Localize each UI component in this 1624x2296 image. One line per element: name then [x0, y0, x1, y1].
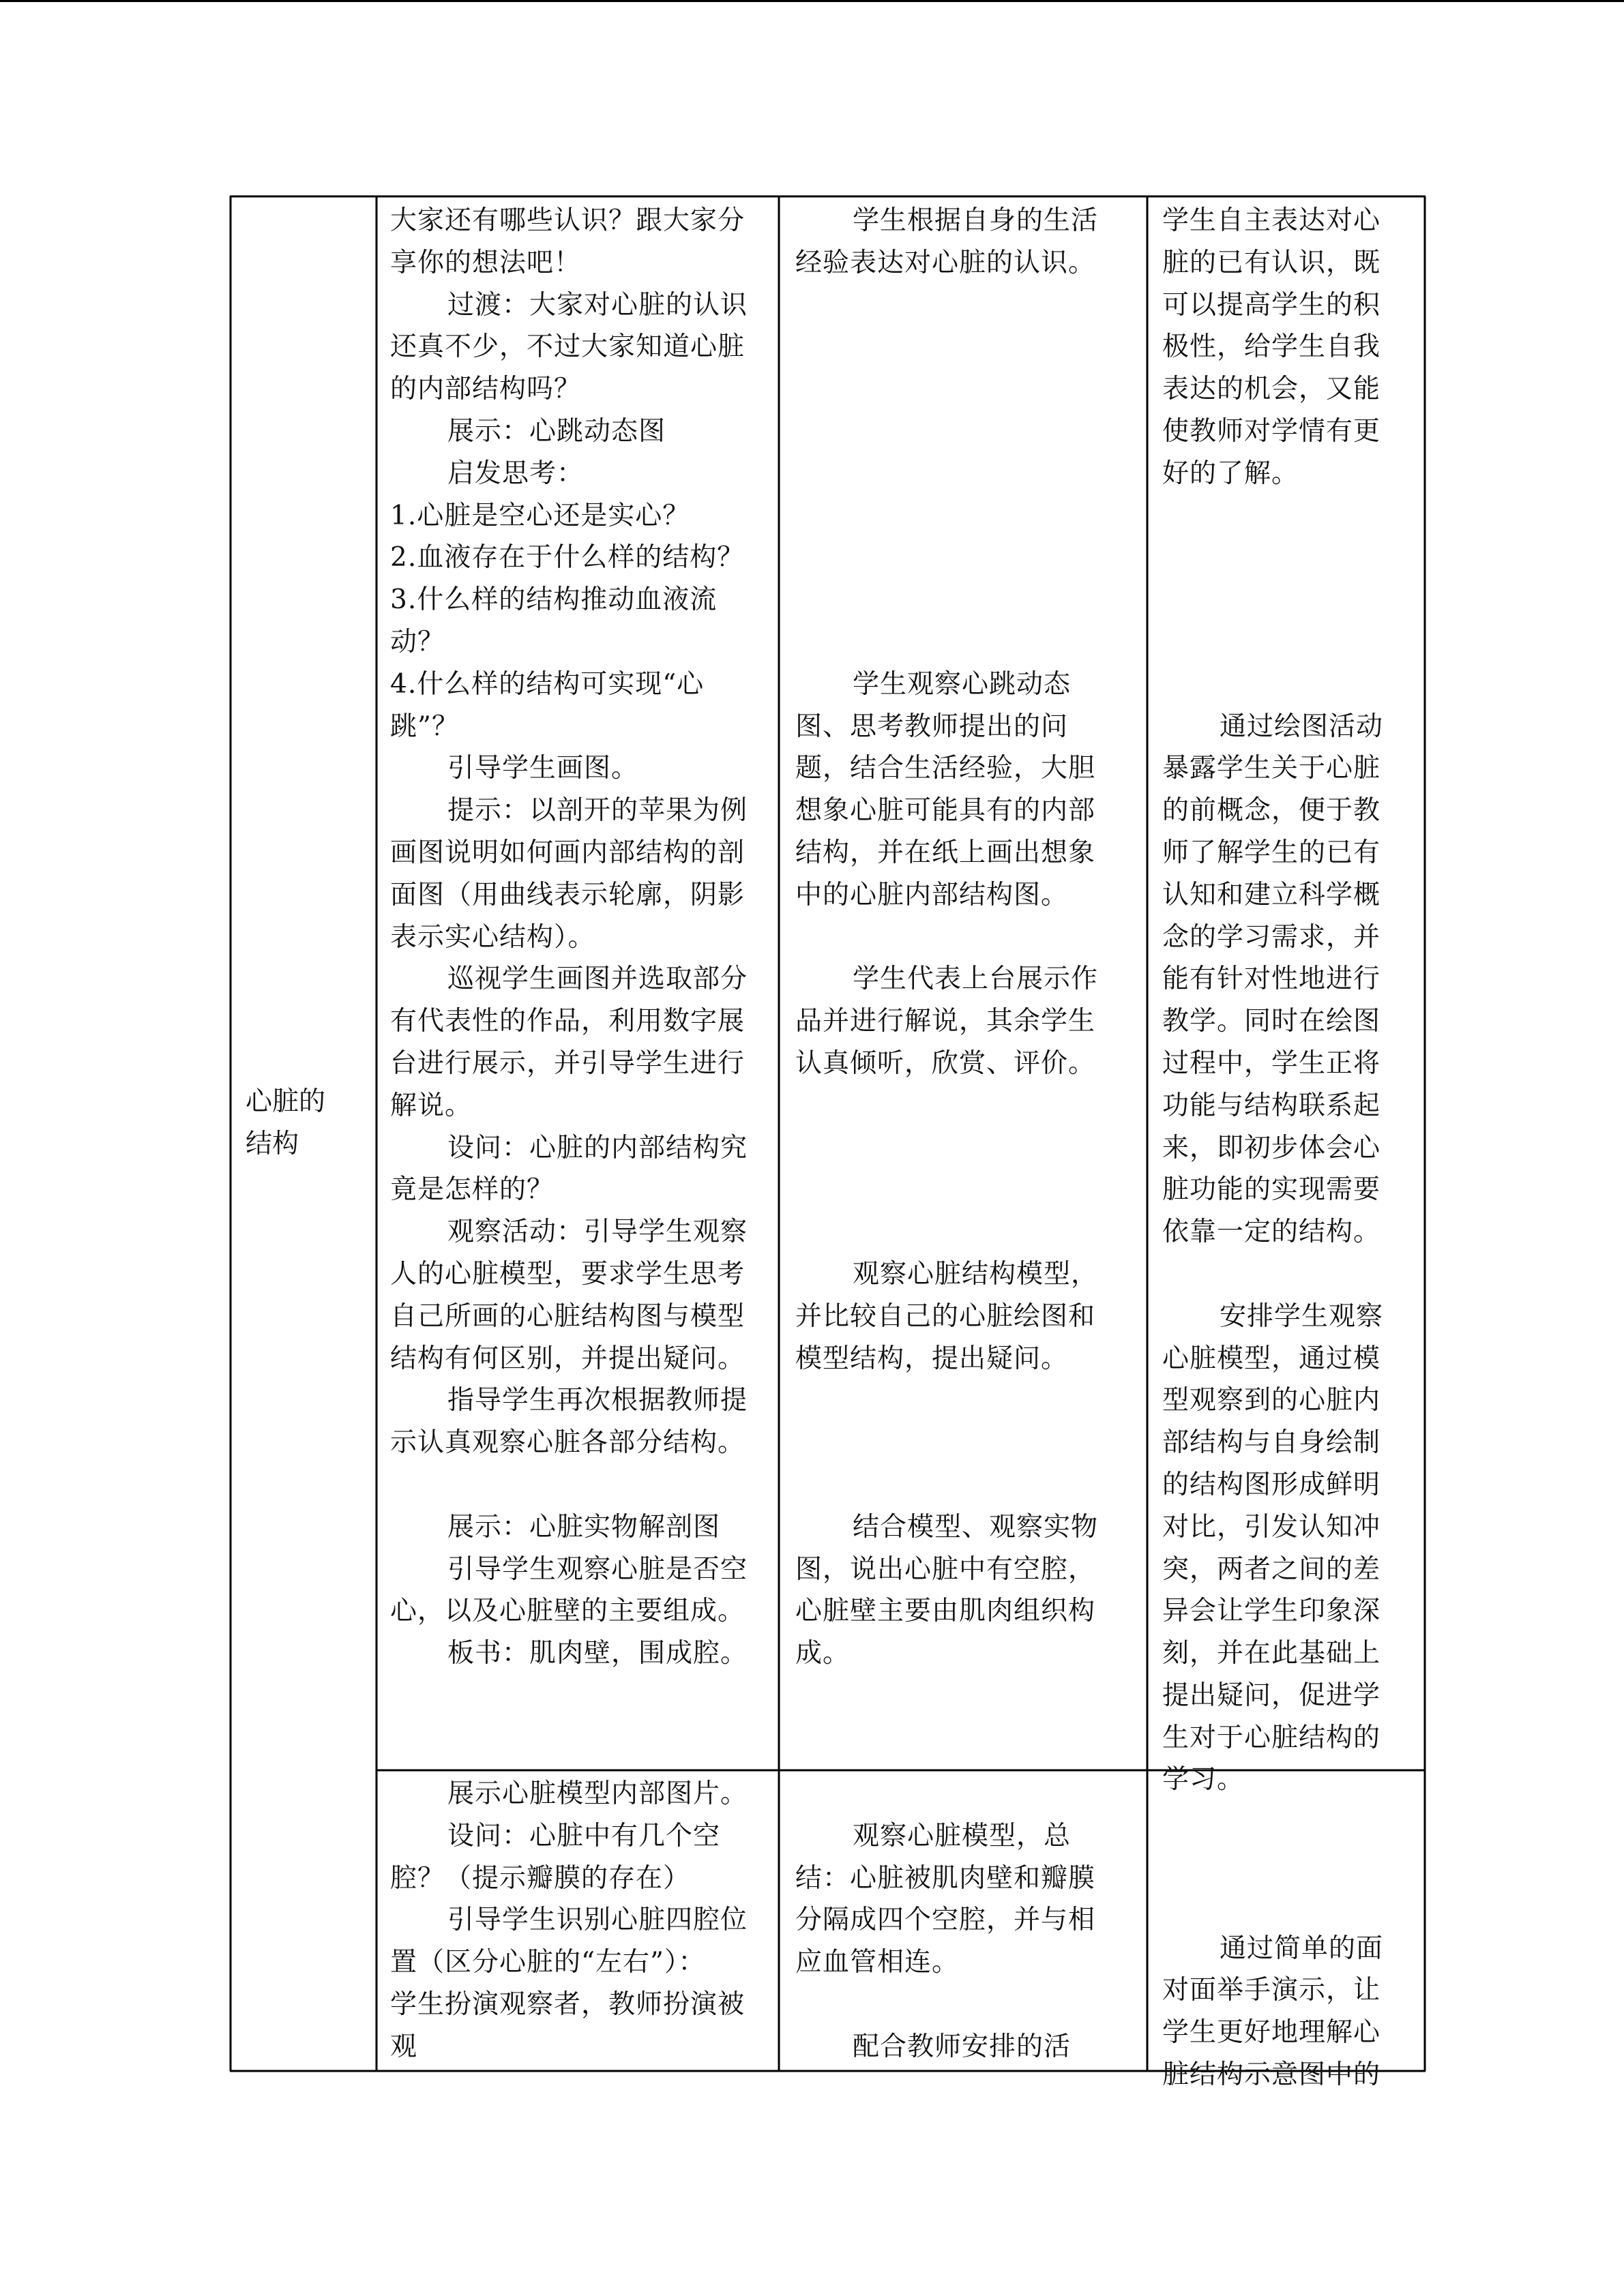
text-line	[795, 1380, 1098, 1422]
text-line: 腔？（提示瓣膜的存在）	[390, 1862, 691, 1894]
text-line: 好的了解。	[1162, 458, 1299, 489]
text-line: 启发思考：	[447, 458, 585, 489]
text-line: 1.心脏是空心还是实心？	[390, 500, 690, 531]
text-line	[1162, 1801, 1383, 1843]
text-line: 通过简单的面	[1220, 1933, 1384, 1964]
text-line: 引导学生识别心脏四腔位	[447, 1905, 748, 1936]
text-line: 享你的想法吧！	[390, 247, 582, 278]
text-line: 设问：心脏的内部结构究	[447, 1132, 748, 1163]
text-line: 极性，给学生自我	[1162, 331, 1381, 363]
text-line: 教学。同时在绘图	[1162, 1006, 1381, 1037]
text-line: 提出疑问，促进学	[1162, 1680, 1381, 1711]
text-line: 的结构图形成鲜明	[1162, 1469, 1381, 1500]
text-line: 心脏模型，通过模	[1162, 1343, 1381, 1374]
text-line	[795, 1773, 1095, 1815]
text-line: 指导学生再次根据教师提	[447, 1385, 748, 1416]
topic-line: 心脏的	[246, 1086, 326, 1117]
text-line: 能有针对性地进行	[1162, 964, 1381, 995]
text-line: 结构有何区别，并提出疑问。	[390, 1343, 745, 1374]
text-line: 3.什么样的结构推动血液流	[390, 584, 718, 616]
topic-line: 结构	[246, 1129, 299, 1159]
text-line: 心脏壁主要由肌肉组织构	[795, 1596, 1096, 1627]
text-line	[1162, 1253, 1383, 1296]
text-line: 学生扮演观察者，教师扮演被	[390, 1988, 745, 2020]
text-line: 解说。	[390, 1090, 473, 1121]
text-line: 展示：心脏实物解剖图	[447, 1511, 721, 1542]
text-line: 结构，并在纸上画出想象	[795, 837, 1096, 868]
text-line: 观察心脏模型，总	[853, 1820, 1072, 1851]
text-line: 模型结构，提出疑问。	[795, 1343, 1069, 1374]
text-line	[795, 1984, 1095, 2026]
topic-cell	[246, 1081, 325, 1165]
text-line	[1162, 1843, 1383, 1885]
text-line	[1162, 495, 1383, 537]
text-line	[795, 453, 1098, 495]
text-line	[1162, 537, 1383, 579]
text-line: 巡视学生画图并选取部分	[447, 964, 748, 995]
text-line: 置（区分心脏的“左右”）：	[390, 1947, 706, 1978]
text-line	[795, 284, 1098, 327]
text-line: 经验表达对心脏的认识。	[795, 247, 1096, 278]
text-line	[795, 411, 1098, 453]
text-line: 心，以及心脏壁的主要组成。	[390, 1596, 745, 1627]
text-line: 人的心脏模型，要求学生思考	[390, 1258, 745, 1289]
text-line: 安排学生观察	[1220, 1300, 1384, 1332]
text-line	[795, 916, 1098, 959]
text-line: 认真倾听，欣赏、评价。	[795, 1047, 1096, 1079]
text-line: 中的心脏内部结构图。	[795, 879, 1069, 910]
text-line: 的前概念，便于教	[1162, 795, 1381, 826]
text-line	[795, 537, 1098, 579]
text-line: 观察活动：引导学生观察	[447, 1217, 748, 1248]
text-line: 学习。	[1162, 1764, 1245, 1795]
text-line: 学生自主表达对心	[1162, 205, 1381, 236]
text-line: 大家还有哪些认识？跟大家分	[390, 205, 745, 236]
text-line: 师了解学生的已有	[1162, 837, 1381, 868]
text-line: 突，两者之间的差	[1162, 1553, 1381, 1585]
text-line	[795, 579, 1098, 621]
text-line: 的内部结构吗？	[390, 374, 582, 405]
text-line: 还真不少，不过大家知道心脏	[390, 331, 745, 363]
text-line	[795, 1422, 1098, 1464]
text-line: 画图说明如何画内部结构的剖	[390, 837, 745, 868]
text-line: 想象心脏可能具有的内部	[795, 795, 1096, 826]
text-line: 念的学习需求，并	[1162, 921, 1381, 953]
text-line: 分隔成四个空腔，并与相	[795, 1905, 1096, 1936]
text-line: 学生代表上台展示作	[853, 964, 1099, 995]
text-line: 面图（用曲线表示轮廓，阴影	[390, 879, 745, 910]
text-line: 品并进行解说，其余学生	[795, 1006, 1096, 1037]
text-line	[390, 1464, 748, 1506]
text-line: 示认真观察心脏各部分结构。	[390, 1427, 745, 1459]
text-line: 成。	[795, 1638, 851, 1669]
text-line	[795, 1169, 1098, 1211]
text-line: 对面举手演示，让	[1162, 1975, 1381, 2006]
text-line: 自己所画的心脏结构图与模型	[390, 1300, 745, 1332]
text-line: 动？	[390, 626, 445, 657]
text-line	[795, 621, 1098, 664]
text-line: 配合教师安排的活	[853, 2031, 1072, 2062]
text-line: 型观察到的心脏内	[1162, 1385, 1381, 1416]
text-line: 脏的已有认识，既	[1162, 247, 1381, 278]
text-line: 依靠一定的结构。	[1162, 1217, 1381, 1248]
text-line	[1162, 621, 1383, 664]
text-line	[795, 1211, 1098, 1253]
text-line: 表示实心结构）。	[390, 921, 595, 953]
student-activity-lower	[795, 1773, 1095, 2068]
text-line	[1162, 579, 1383, 621]
text-line: 2.血液存在于什么样的结构？	[390, 542, 745, 573]
text-line: 认知和建立科学概	[1162, 879, 1381, 910]
teacher-activity-upper	[390, 200, 748, 1675]
text-line: 使教师对学情有更	[1162, 415, 1381, 447]
text-line: 题，结合生活经验，大胆	[795, 753, 1096, 784]
text-line: 过渡：大家对心脏的认识	[447, 289, 748, 320]
text-line: 过程中，学生正将	[1162, 1047, 1381, 1079]
text-line: 学生观察心跳动态	[853, 668, 1072, 700]
text-line: 结合模型、观察实物	[853, 1511, 1099, 1542]
text-line: 脏功能的实现需要	[1162, 1174, 1381, 1206]
text-line: 暴露学生关于心脏	[1162, 753, 1381, 784]
text-line: 设问：心脏中有几个空	[447, 1820, 721, 1851]
text-line: 跳”？	[390, 711, 459, 742]
text-line: 生对于心脏结构的	[1162, 1722, 1381, 1753]
teacher-activity-lower	[390, 1773, 748, 2068]
text-line: 观	[390, 2031, 418, 2062]
text-line: 提示：以剖开的苹果为例	[447, 795, 748, 826]
text-line: 引导学生观察心脏是否空	[447, 1553, 748, 1585]
text-line	[795, 326, 1098, 368]
text-line: 4.什么样的结构可实现“心	[390, 668, 705, 700]
text-line	[795, 1464, 1098, 1506]
text-line	[1162, 664, 1383, 706]
text-line: 可以提高学生的积	[1162, 289, 1381, 320]
text-line: 应血管相连。	[795, 1947, 960, 1978]
text-line: 学生根据自身的生活	[853, 205, 1099, 236]
text-line: 引导学生画图。	[447, 753, 639, 784]
text-line: 观察心脏结构模型，	[853, 1258, 1099, 1289]
text-line: 图、思考教师提出的问	[795, 711, 1069, 742]
text-line: 刻，并在此基础上	[1162, 1638, 1381, 1669]
text-line	[795, 1085, 1098, 1127]
text-line	[795, 368, 1098, 411]
text-line: 结：心脏被肌肉壁和瓣膜	[795, 1862, 1096, 1894]
text-line: 竟是怎样的？	[390, 1174, 555, 1206]
text-line: 来，即初步体会心	[1162, 1132, 1381, 1163]
text-line: 对比，引发认知冲	[1162, 1511, 1381, 1542]
text-line: 异会让学生印象深	[1162, 1596, 1381, 1627]
text-line: 板书：肌肉壁，围成腔。	[447, 1638, 748, 1669]
text-line: 功能与结构联系起	[1162, 1090, 1381, 1121]
text-line: 通过绘图活动	[1220, 711, 1384, 742]
text-line	[1162, 1885, 1383, 1928]
text-line: 并比较自己的心脏绘图和	[795, 1300, 1096, 1332]
text-line: 台进行展示，并引导学生进行	[390, 1047, 745, 1079]
text-line: 部结构与自身绘制	[1162, 1427, 1381, 1459]
text-line: 有代表性的作品，利用数字展	[390, 1006, 745, 1037]
design-intent-column	[1162, 200, 1383, 2096]
student-activity-upper	[795, 200, 1098, 1675]
text-line: 图，说出心脏中有空腔，	[795, 1553, 1096, 1585]
text-line: 学生更好地理解心	[1162, 2017, 1381, 2048]
text-line: 脏结构示意图中的	[1162, 2059, 1381, 2091]
text-line	[795, 1127, 1098, 1169]
text-line: 表达的机会，又能	[1162, 374, 1381, 405]
text-line	[795, 495, 1098, 537]
text-line: 展示：心跳动态图	[447, 415, 666, 447]
text-line: 展示心脏模型内部图片。	[447, 1778, 748, 1809]
